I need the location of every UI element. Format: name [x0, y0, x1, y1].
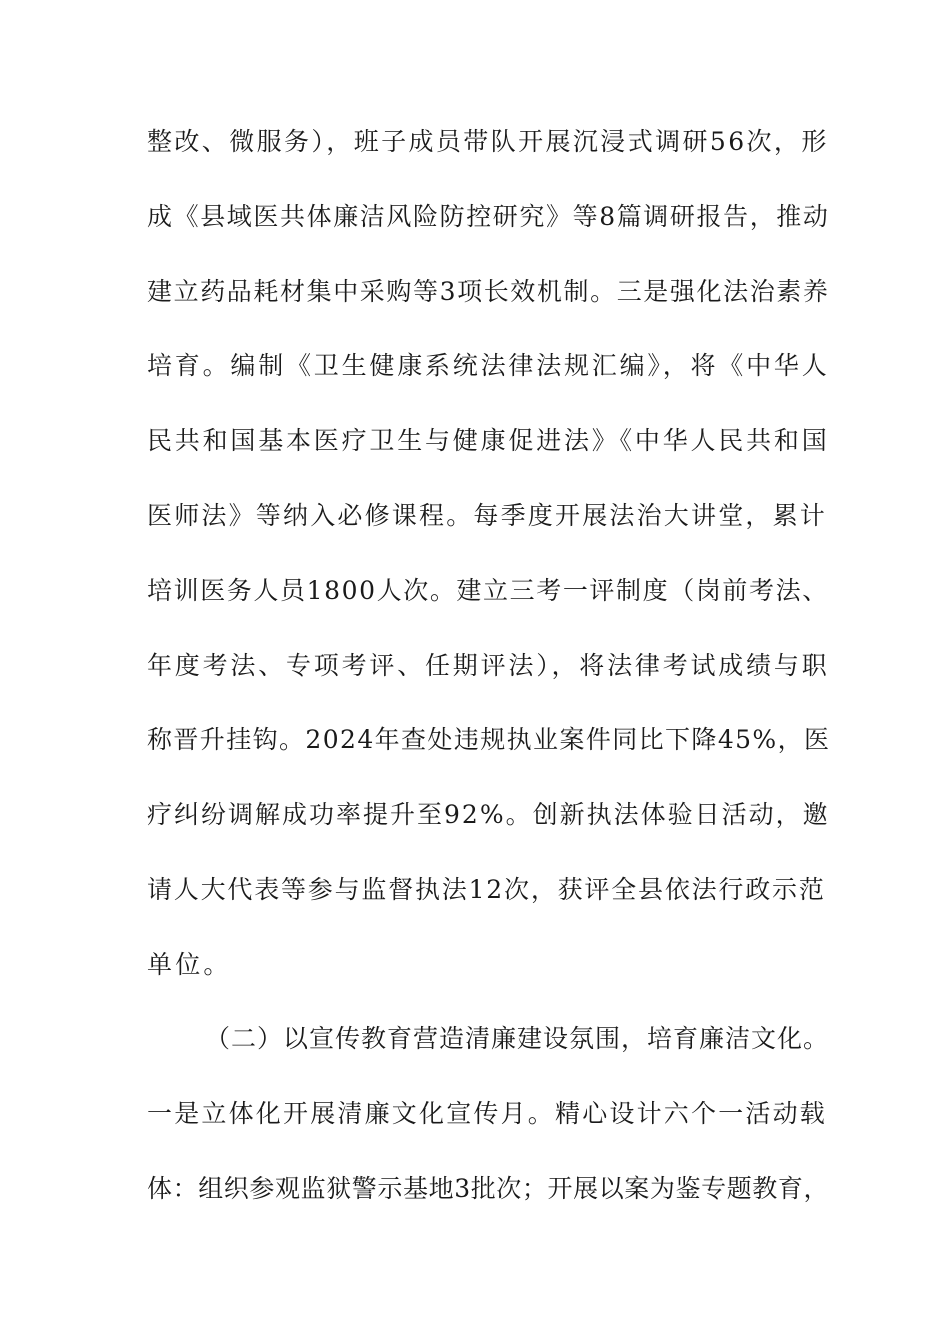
text-line-12: 单位。 — [147, 950, 232, 979]
text-line-7: 培训医务人员1800人次。建立三考一评制度（岗前考法、 — [147, 576, 829, 605]
text-line-8: 年度考法、专项考评、任期评法），将法律考试成绩与职 — [147, 651, 830, 680]
section-heading-2: （二）以宣传教育营造清廉建设氛围，培育廉洁文化。 — [205, 1024, 830, 1053]
text-line-9: 称晋升挂钩。2024年查处违规执业案件同比下降45%，医 — [147, 725, 831, 754]
text-line-14: 一是立体化开展清廉文化宣传月。精心设计六个一活动载 — [147, 1099, 828, 1128]
text-line-15: 体：组织参观监狱警示基地3批次；开展以案为鉴专题教育， — [147, 1174, 830, 1203]
text-line-11: 请人大代表等参与监督执法12次，获评全县依法行政示范 — [147, 875, 826, 904]
text-line-1: 整改、微服务），班子成员带队开展沉浸式调研56次，形 — [147, 127, 829, 156]
text-line-10: 疗纠纷调解成功率提升至92%。创新执法体验日活动，邀 — [147, 800, 830, 829]
text-line-4: 培育。编制《卫生健康系统法律法规汇编》，将《中华人 — [147, 351, 830, 380]
text-line-3: 建立药品耗材集中采购等3项长效机制。三是强化法治素养 — [147, 277, 830, 306]
text-line-6: 医师法》等纳入必修课程。每季度开展法治大讲堂，累计 — [147, 501, 828, 530]
text-line-2: 成《县域医共体廉洁风险防控研究》等8篇调研报告，推动 — [147, 202, 830, 231]
text-line-5: 民共和国基本医疗卫生与健康促进法》《中华人民共和国 — [147, 426, 830, 455]
